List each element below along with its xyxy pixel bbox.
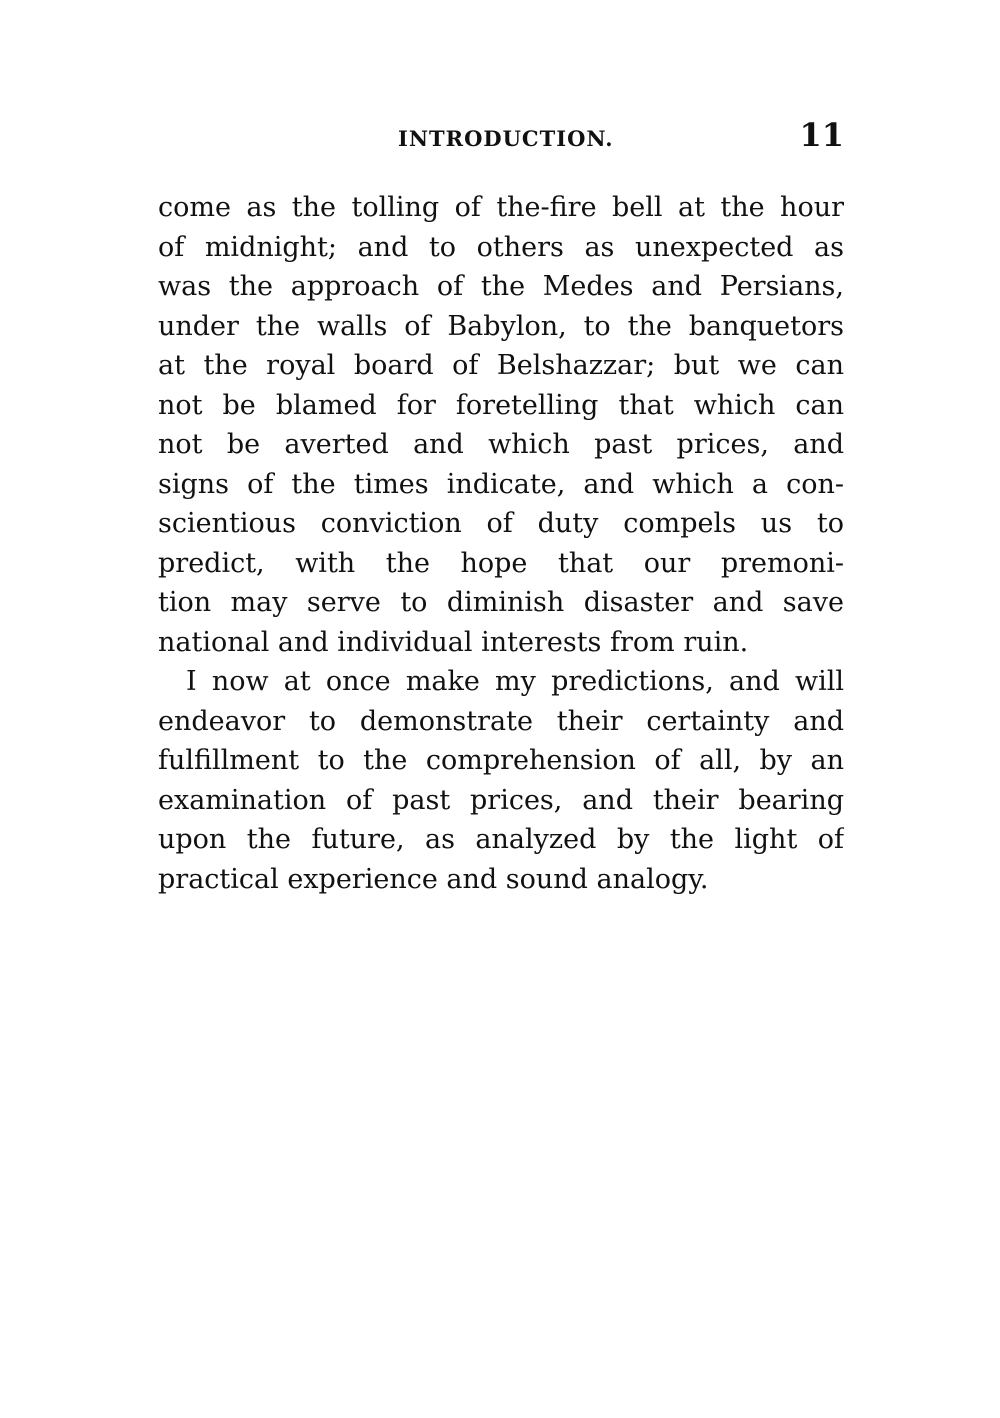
text-line: under the walls of Babylon, to the banquetors xyxy=(158,310,844,342)
text-line: of midnight; and to others as unexpected as xyxy=(158,231,844,263)
text-line: upon the future, as analyzed by the light of xyxy=(158,824,844,855)
text-line: tion may serve to diminish disaster and save xyxy=(158,587,844,618)
text-line: examination of past prices, and their bearing xyxy=(158,784,844,816)
text-line: fulfillment to the comprehension of all, by an xyxy=(158,745,844,776)
text-line: scientious conviction of duty compels us to xyxy=(158,508,844,539)
text-line: was the approach of the Medes and Persians, xyxy=(158,271,844,302)
running-title: INTRODUCTION. xyxy=(398,126,614,151)
text-line: not be blamed for foretelling that which can xyxy=(158,389,844,421)
running-head xyxy=(158,116,848,156)
text-line: predict, with the hope that our premoni- xyxy=(158,547,844,579)
text-line: come as the tolling of the-fire bell at the hour xyxy=(158,192,844,223)
text-line: at the royal board of Belshazzar; but we can xyxy=(158,350,844,381)
text-line: I now at once make my predictions, and will xyxy=(186,666,844,697)
paragraph-2 xyxy=(158,662,844,899)
text-line: practical experience and sound analogy. xyxy=(158,863,709,895)
paragraph-1 xyxy=(158,188,844,662)
text-line: not be averted and which past prices, and xyxy=(158,429,844,460)
text-line: endeavor to demonstrate their certainty and xyxy=(158,705,844,737)
text-line: national and individual interests from ruin. xyxy=(158,626,749,658)
text-line: signs of the times indicate, and which a con- xyxy=(158,468,844,500)
body-text xyxy=(158,188,844,899)
page-number: 11 xyxy=(799,116,844,154)
